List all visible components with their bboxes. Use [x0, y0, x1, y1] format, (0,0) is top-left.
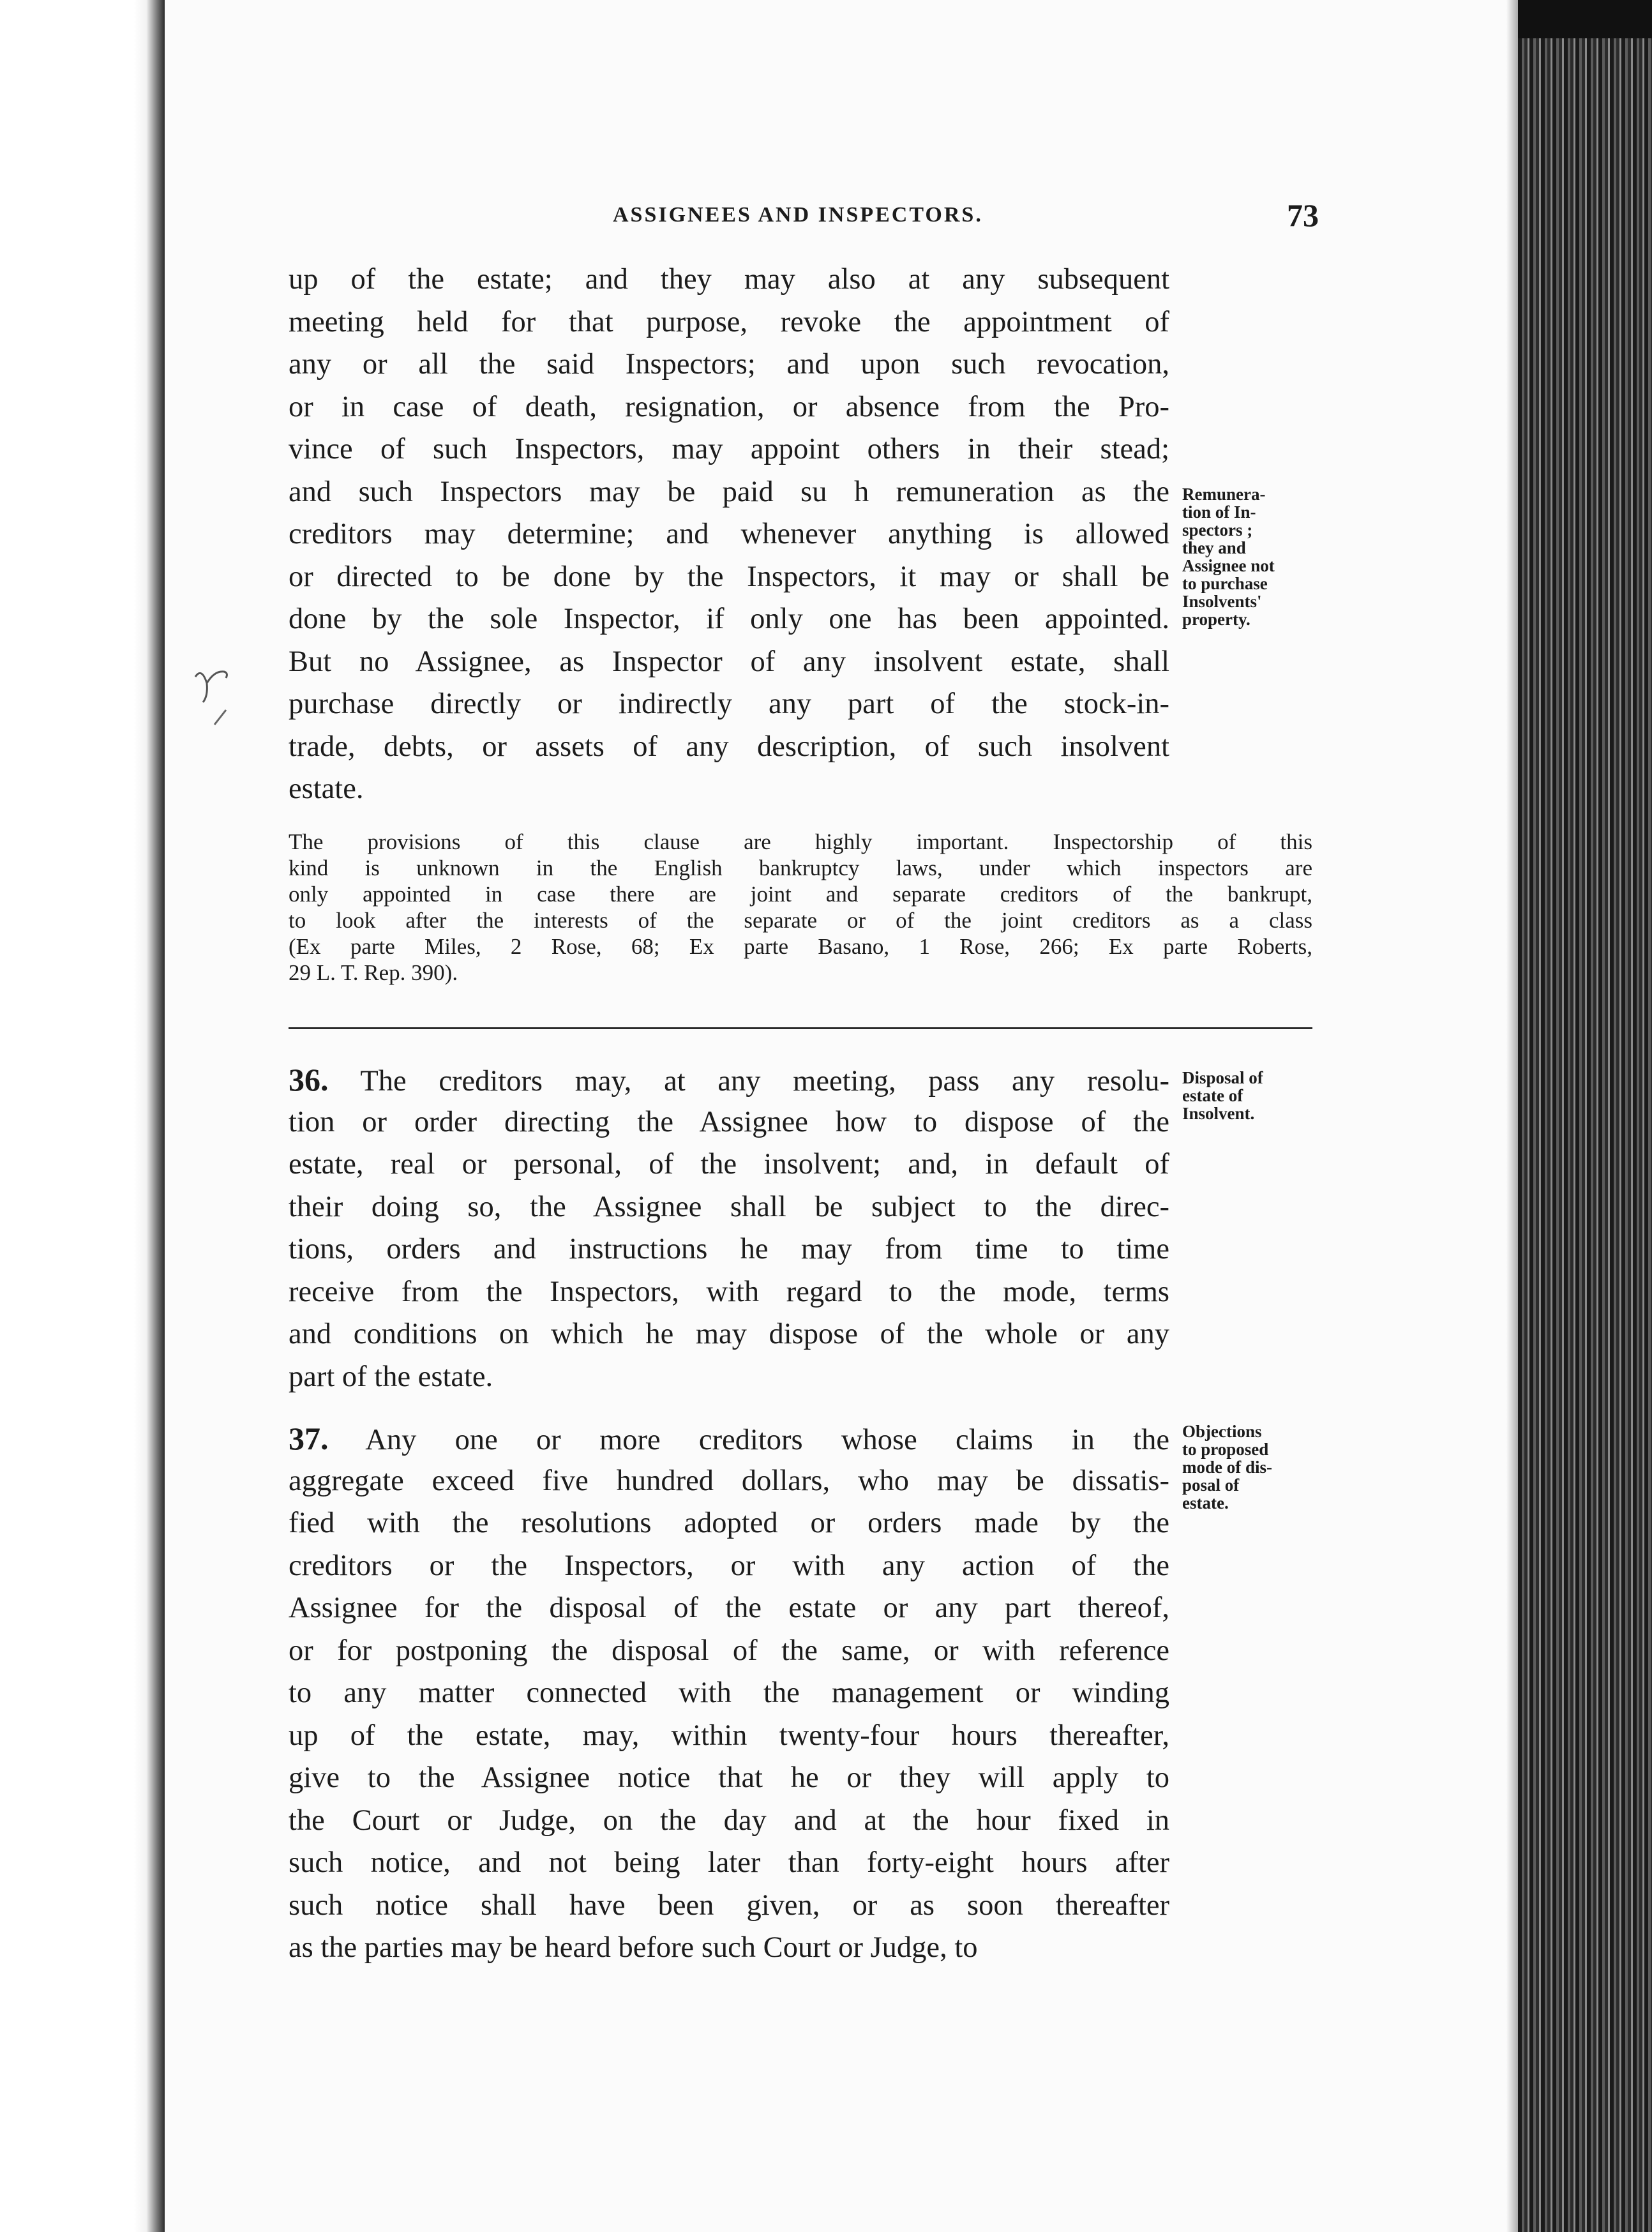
body-line: aggregate exceed five hundred dollars, who may be dissatis-: [289, 1464, 1169, 1497]
body-line: or for postponing the disposal of the same, or with reference: [289, 1634, 1169, 1667]
section-35-text: [289, 259, 1169, 811]
margin-note-line: mode of dis-: [1182, 1458, 1272, 1477]
body-line: up of the estate; and they may also at any subsequent: [289, 263, 1169, 296]
body-line: to any matter connected with the management or winding: [289, 1677, 1169, 1709]
commentary-note: [289, 829, 1312, 986]
margin-note-line: estate.: [1182, 1493, 1229, 1512]
page-number: 73: [1287, 197, 1319, 233]
body-line: estate.: [289, 773, 364, 805]
margin-note-line: they and: [1182, 538, 1246, 557]
body-line: their doing so, the Assignee shall be subject to the direc-: [289, 1190, 1169, 1223]
margin-note-line: Remunera-: [1182, 485, 1266, 504]
margin-note-line: to proposed: [1182, 1440, 1269, 1459]
body-line: the Court or Judge, on the day and at the hour fixed in: [289, 1804, 1169, 1837]
body-line: such notice shall have been given, or as soon thereafter: [289, 1889, 1169, 1922]
body-line: fied with the resolutions adopted or orders made by the: [289, 1507, 1169, 1539]
body-line: give to the Assignee notice that he or they will apply to: [289, 1761, 1169, 1794]
section-first-line: [289, 1059, 1169, 1101]
body-line: up of the estate, may, within twenty-four hours thereafter,: [289, 1719, 1169, 1752]
margin-note-objections: [1182, 1422, 1323, 1512]
margin-note-line: spectors ;: [1182, 520, 1253, 539]
body-line: trade, debts, or assets of any description, of such insolvent: [289, 730, 1169, 763]
body-line: done by the sole Inspector, if only one has been appointed.: [289, 603, 1169, 635]
body-line: such notice, and not being later than forty-eight hours after: [289, 1846, 1169, 1879]
margin-note-line: Insolvents': [1182, 592, 1262, 611]
note-line: only appointed in case there are joint and separate creditors of the bankrupt,: [289, 882, 1312, 907]
margin-note-remuneration: [1182, 485, 1323, 628]
margin-note-line: Assignee not: [1182, 556, 1275, 575]
body-line: or directed to be done by the Inspectors, it may or shall be: [289, 560, 1169, 593]
body-line: tions, orders and instructions he may from time to time: [289, 1233, 1169, 1265]
body-line: estate, real or personal, of the insolvent; and, in default of: [289, 1148, 1169, 1180]
margin-note-line: Insolvent.: [1182, 1104, 1255, 1123]
body-line: vince of such Inspectors, may appoint others in their stead;: [289, 433, 1169, 465]
body-line: tion or order directing the Assignee how to dispose of the: [289, 1105, 1169, 1138]
body-line: creditors or the Inspectors, or with any action of the: [289, 1549, 1169, 1582]
margin-note-disposal: [1182, 1069, 1323, 1122]
section-number: 36.: [289, 1062, 329, 1097]
page-stack-top-shade: [1518, 0, 1652, 38]
page-header: [255, 199, 1319, 238]
body-line: as the parties may be heard before such Court or Judge, to: [289, 1931, 978, 1964]
body-line: and conditions on which he may dispose of the whole or any: [289, 1318, 1169, 1350]
margin-note-line: Objections: [1182, 1422, 1262, 1441]
body-line: creditors may determine; and whenever anything is allowed: [289, 518, 1169, 550]
body-line: part of the estate.: [289, 1360, 493, 1393]
section-first-line: [289, 1417, 1169, 1460]
margin-note-line: posal of: [1182, 1475, 1240, 1495]
page-stack-edges: [1518, 0, 1652, 2232]
section-37-text: [289, 1417, 1169, 1970]
body-line: and such Inspectors may be paid su h remuneration as the: [289, 475, 1169, 508]
margin-note-line: to purchase: [1182, 574, 1268, 593]
body-line: Assignee for the disposal of the estate or any part thereof,: [289, 1592, 1169, 1624]
section-divider-rule: [289, 1027, 1312, 1029]
pencil-mark-icon: [189, 664, 253, 741]
margin-note-line: estate of: [1182, 1086, 1243, 1105]
section-36-text: [289, 1059, 1169, 1398]
body-line: any or all the said Inspectors; and upon such revocation,: [289, 348, 1169, 381]
body-line: receive from the Inspectors, with regard to the mode, terms: [289, 1275, 1169, 1308]
note-line: to look after the interests of the separate or of the joint creditors as a class: [289, 908, 1312, 933]
margin-note-line: Disposal of: [1182, 1068, 1263, 1087]
body-line: But no Assignee, as Inspector of any insolvent estate, shall: [289, 645, 1169, 678]
section-first-line-text: Any one or more creditors whose claims in the: [328, 1424, 1169, 1456]
body-line: meeting held for that purpose, revoke the appointment of: [289, 305, 1169, 338]
book-spine-shadow: [134, 0, 165, 2232]
section-number: 37.: [289, 1421, 329, 1456]
note-line: (Ex parte Miles, 2 Rose, 68; Ex parte Basano, 1 Rose, 266; Ex parte Roberts,: [289, 934, 1312, 959]
running-head: ASSIGNEES AND INSPECTORS.: [613, 203, 983, 227]
margin-note-line: tion of In-: [1182, 502, 1256, 522]
margin-note-line: property.: [1182, 610, 1250, 629]
note-line: The provisions of this clause are highly important. Inspectorship of this: [289, 829, 1312, 854]
body-line: or in case of death, resignation, or absence from the Pro-: [289, 390, 1169, 423]
section-first-line-text: The creditors may, at any meeting, pass any resolu-: [328, 1065, 1169, 1097]
note-line: 29 L. T. Rep. 390).: [289, 960, 458, 985]
note-line: kind is unknown in the English bankruptcy laws, under which inspectors are: [289, 856, 1312, 880]
body-line: purchase directly or indirectly any part of the stock-in-: [289, 688, 1169, 720]
